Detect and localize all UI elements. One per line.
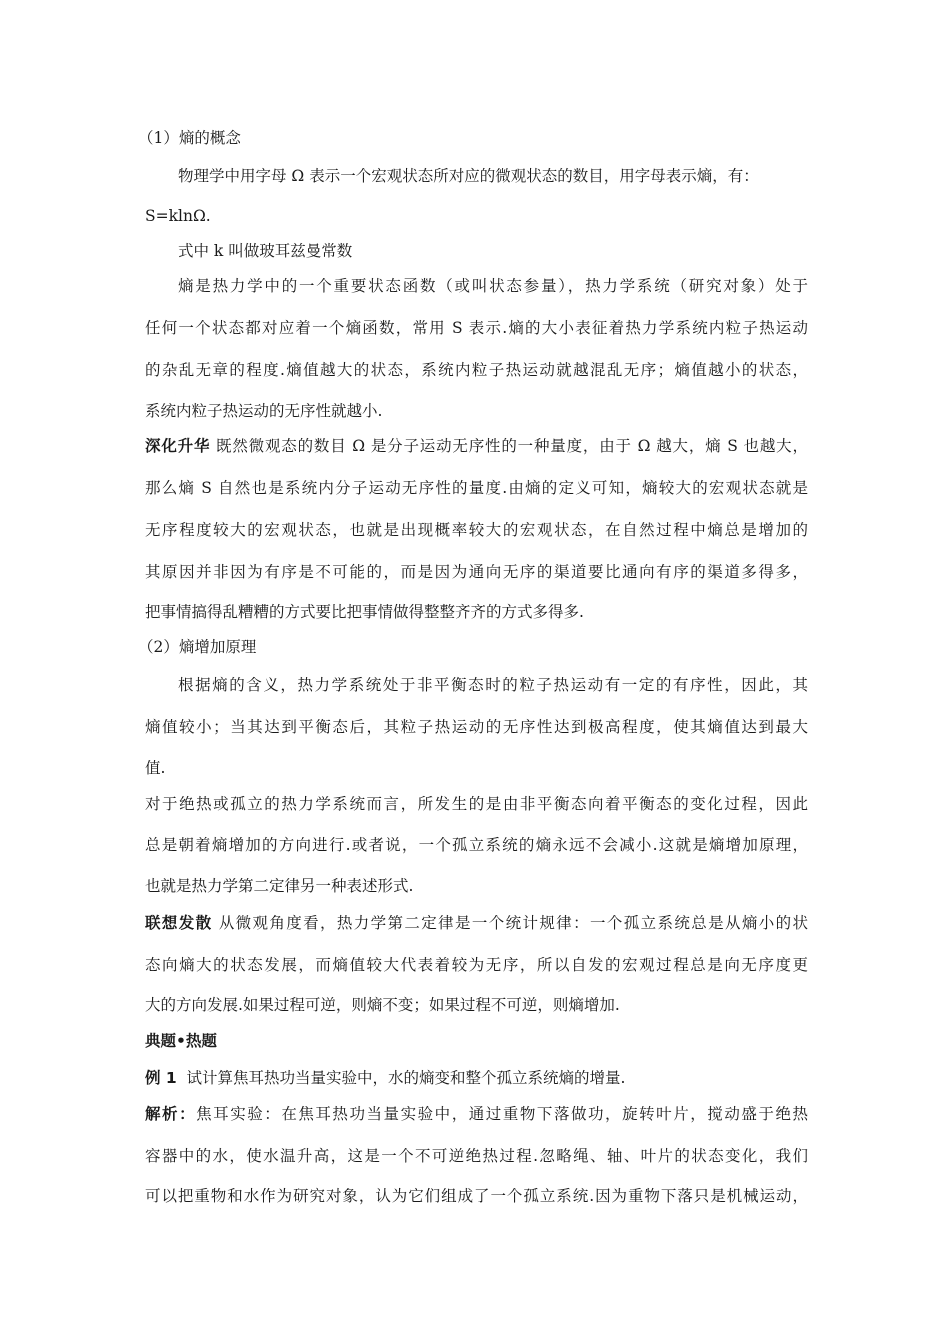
paragraph-line: 的杂乱无章的程度.熵值越大的状态，系统内粒子热运动就越混乱无序；熵值越小的状态， [145, 361, 808, 379]
example-label: 例 1 [145, 1069, 177, 1087]
paragraph-line: 物理学中用字母 Ω 表示一个宏观状态所对应的微观状态的数目，用字母表示熵，有： [178, 167, 759, 185]
paragraph-line: 值. [145, 759, 166, 777]
association-label: 联想发散 [145, 914, 213, 932]
paragraph-line: 容器中的水，使水温升高，这是一个不可逆绝热过程.忽略绳、轴、叶片的状态变化，我们 [145, 1147, 808, 1165]
paragraph-line: 大的方向发展.如果过程可逆，则熵不变；如果过程不可逆，则熵增加. [145, 996, 620, 1014]
deepen-label: 深化升华 [145, 437, 211, 455]
paragraph-line: 其原因并非因为有序是不可能的，而是因为通向无序的渠道要比通向有序的渠道多得多， [145, 563, 808, 581]
section2-heading: （2）熵增加原理 [138, 638, 257, 656]
paragraph-line: 任何一个状态都对应着一个熵函数，常用 S 表示.熵的大小表征着热力学系统内粒子热运动 [145, 319, 808, 337]
paragraph-line: 系统内粒子热运动的无序性就越小. [145, 402, 383, 420]
examples-heading: 典题•热题 [145, 1032, 217, 1050]
paragraph-line: 熵值较小；当其达到平衡态后，其粒子热运动的无序性达到极高程度，使其熵值达到最大 [145, 718, 808, 736]
paragraph-line: 那么熵 S 自然也是系统内分子运动无序性的量度.由熵的定义可知，熵较大的宏观状态就是 [145, 479, 808, 497]
deepen-text: 既然微观态的数目 Ω 是分子运动无序性的一种量度，由于 Ω 越大，熵 S 也越大， [216, 437, 808, 455]
example-text: 试计算焦耳热功当量实验中，水的熵变和整个孤立系统熵的增量. [186, 1069, 626, 1087]
solution-line [145, 1104, 808, 1124]
paragraph-line: 对于绝热或孤立的热力学系统而言，所发生的是由非平衡态向着平衡态的变化过程，因此 [145, 795, 808, 813]
paragraph-line: 根据熵的含义，热力学系统处于非平衡态时的粒子热运动有一定的有序性，因此，其 [178, 676, 808, 694]
paragraph-line: 态向熵大的状态发展，而熵值较大代表着较为无序，所以自发的宏观过程总是向无序度更 [145, 956, 808, 974]
example-1 [145, 1068, 625, 1088]
deepen-line [145, 436, 808, 456]
formula-line: S=klnΩ. [145, 207, 211, 225]
paragraph-line: 把事情搞得乱糟糟的方式要比把事情做得整整齐齐的方式多得多. [145, 603, 584, 621]
paragraph-line: 无序程度较大的宏观状态，也就是出现概率较大的宏观状态，在自然过程中熵总是增加的 [145, 521, 808, 539]
solution-label: 解析： [145, 1105, 197, 1123]
paragraph-line: 熵是热力学中的一个重要状态函数（或叫状态参量），热力学系统（研究对象）处于 [178, 277, 808, 295]
association-text: 从微观角度看，热力学第二定律是一个统计规律：一个孤立系统总是从熵小的状 [218, 914, 808, 932]
section1-heading: （1）熵的概念 [138, 129, 241, 147]
solution-text: 焦耳实验：在焦耳热功当量实验中，通过重物下落做功，旋转叶片，搅动盛于绝热 [196, 1105, 808, 1123]
paragraph-line: 也就是热力学第二定律另一种表述形式. [145, 877, 414, 895]
paragraph-line: 总是朝着熵增加的方向进行.或者说，一个孤立系统的熵永远不会减小.这就是熵增加原理， [145, 836, 808, 854]
paragraph-line: 可以把重物和水作为研究对象，认为它们组成了一个孤立系统.因为重物下落只是机械运动， [145, 1187, 808, 1205]
association-line [145, 913, 808, 933]
paragraph-line: 式中 k 叫做玻耳兹曼常数 [178, 242, 353, 260]
